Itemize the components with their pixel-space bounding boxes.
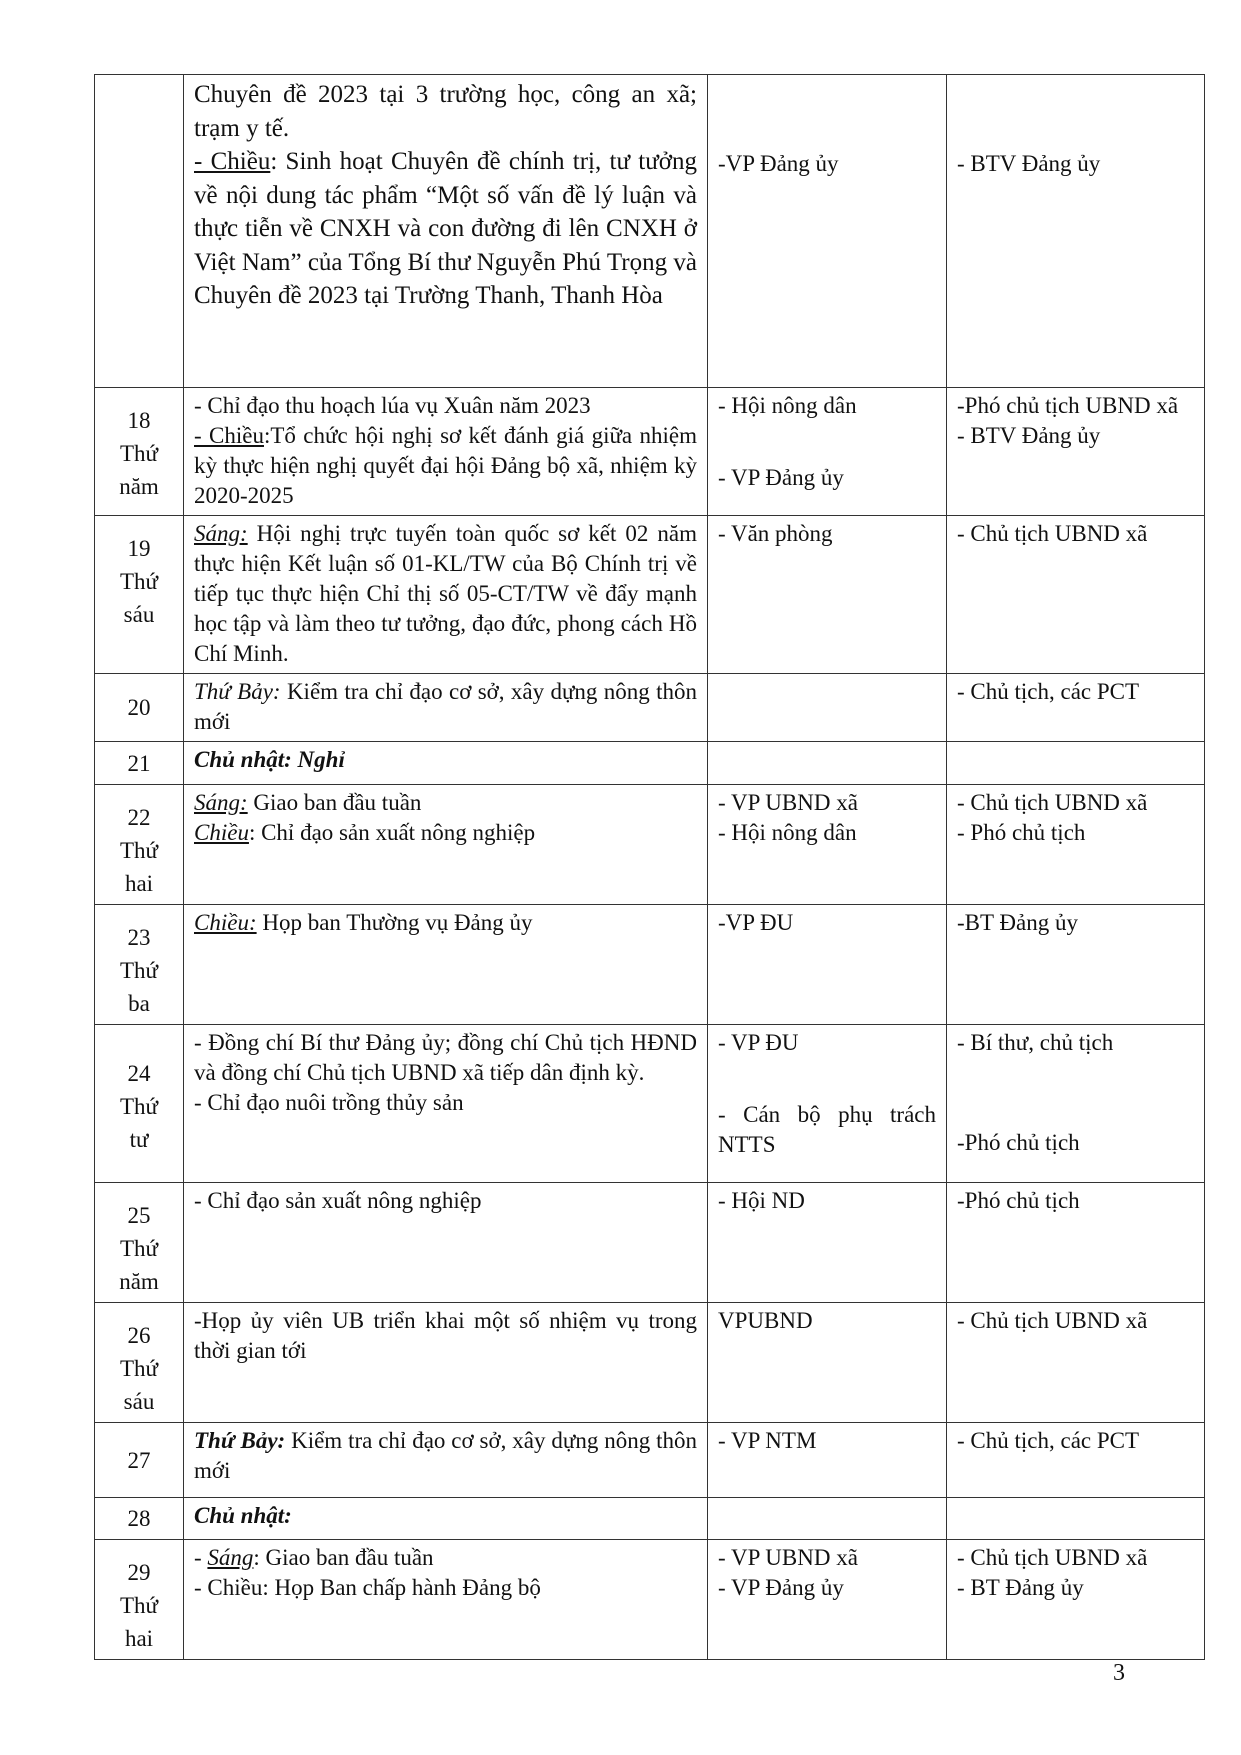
activity-cell: [184, 388, 708, 516]
activity-text: :Tổ chức hội nghị sơ kết đánh giá giữa nhiệm kỳ thực hiện nghị quyết đại hội Đảng bộ xã, nhiệm kỳ 2020-2025: [194, 423, 697, 508]
unit-text: - VP Đảng ủy: [718, 1575, 844, 1600]
day-cell: [95, 75, 184, 388]
day-number: 18: [127, 408, 151, 433]
unit-text: - Hội nông dân: [718, 820, 857, 845]
weekday-label: năm: [119, 474, 159, 499]
day-number: 26: [127, 1323, 151, 1348]
unit-cell: [708, 1423, 947, 1498]
person-cell: [947, 1183, 1205, 1303]
table-row: [95, 742, 1205, 785]
day-number: 28: [127, 1506, 151, 1531]
weekday-label: ba: [128, 991, 150, 1016]
person-cell: [947, 1540, 1205, 1660]
unit-text: - Hội ND: [718, 1188, 805, 1213]
activity-cell: [184, 1540, 708, 1660]
day-cell: [95, 905, 184, 1025]
person-cell: [947, 388, 1205, 516]
table-row: [95, 1025, 1205, 1183]
day-number: 22: [127, 805, 151, 830]
activity-text: : Sinh hoạt Chuyên đề chính trị, tư tưởng về nội dung tác phẩm “Một số vấn đề lý luận và thực tiễn về CNXH và con đường đi lên CNXH ở Việt Nam” của Tổng Bí thư Nguyễn Phú Trọng và Chuyên đề 2023 tại Trường Thanh, Thanh Hòa: [194, 148, 697, 309]
person-text: -Phó chủ tịch: [957, 1188, 1080, 1213]
table-row: [95, 1540, 1205, 1660]
person-text: - Chủ tịch UBND xã: [957, 790, 1148, 815]
person-cell: [947, 785, 1205, 905]
unit-text: - Cán bộ phụ trách NTTS: [718, 1102, 936, 1157]
weekday-label: sáu: [123, 1389, 155, 1414]
activity-text: : Giao ban đầu tuần: [253, 1545, 434, 1570]
person-text: - Chủ tịch UBND xã: [957, 1308, 1148, 1333]
unit-cell: [708, 742, 947, 785]
day-cell: [95, 1540, 184, 1660]
person-text: -Phó chủ tịch UBND xã: [957, 393, 1179, 418]
activity-text: Giao ban đầu tuần: [247, 790, 422, 815]
activity-cell: [184, 1498, 708, 1540]
activity-line: - Đồng chí Bí thư Đảng ủy; đồng chí Chủ tịch HĐND và đồng chí Chủ tịch UBND xã tiếp dân định kỳ.: [194, 1030, 697, 1085]
unit-text: - VP UBND xã: [718, 790, 858, 815]
activity-cell: [184, 1025, 708, 1183]
person-text: - Chủ tịch UBND xã: [957, 521, 1148, 546]
activity-text: Họp ban Thường vụ Đảng ủy: [256, 910, 533, 935]
table-row: [95, 516, 1205, 674]
unit-text: - VP NTM: [718, 1428, 817, 1453]
day-cell: [95, 1025, 184, 1183]
unit-text: -VP Đảng ủy: [718, 151, 839, 176]
table-row: [95, 674, 1205, 742]
weekday-label: Thứ: [119, 838, 158, 863]
table-row: [95, 75, 1205, 388]
saturday-label: Thứ Bảy:: [194, 1428, 286, 1453]
person-text: -Phó chủ tịch: [957, 1130, 1080, 1155]
day-number: 20: [127, 695, 151, 720]
activity-text: Kiểm tra chỉ đạo cơ sở, xây dựng nông thôn mới: [194, 1428, 697, 1483]
activity-line: - Chiều: Họp Ban chấp hành Đảng bộ: [194, 1575, 541, 1600]
person-text: - BT Đảng ủy: [957, 1575, 1084, 1600]
day-cell: [95, 674, 184, 742]
weekday-label: hai: [124, 871, 154, 896]
activity-cell: [184, 1303, 708, 1423]
saturday-label: Thứ Bảy:: [194, 679, 281, 704]
person-text: - Phó chủ tịch: [957, 820, 1086, 845]
weekday-label: Thứ: [119, 569, 158, 594]
table-row: [95, 1303, 1205, 1423]
weekday-label: sáu: [123, 602, 155, 627]
weekday-label: hai: [124, 1626, 154, 1651]
morning-label: Sáng:: [194, 790, 248, 815]
activity-cell: [184, 742, 708, 785]
activity-text: Kiểm tra chỉ đạo cơ sở, xây dựng nông thôn mới: [194, 679, 697, 734]
table-row: [95, 1423, 1205, 1498]
day-cell: [95, 785, 184, 905]
unit-text: - Hội nông dân: [718, 393, 857, 418]
day-cell: [95, 516, 184, 674]
table-row: [95, 905, 1205, 1025]
activity-cell: [184, 785, 708, 905]
unit-cell: [708, 674, 947, 742]
unit-text: - VP Đảng ủy: [718, 465, 844, 490]
activity-cell: [184, 905, 708, 1025]
day-number: 29: [127, 1560, 151, 1585]
person-cell: [947, 75, 1205, 388]
day-cell: [95, 1498, 184, 1540]
morning-label: Sáng: [207, 1545, 254, 1570]
person-cell: [947, 1303, 1205, 1423]
person-cell: [947, 742, 1205, 785]
weekday-label: Thứ: [119, 958, 158, 983]
unit-cell: [708, 1498, 947, 1540]
afternoon-label: Chiều:: [194, 910, 257, 935]
person-cell: [947, 1025, 1205, 1183]
person-cell: [947, 905, 1205, 1025]
activity-text: Hội nghị trực tuyến toàn quốc sơ kết 02 năm thực hiện Kết luận số 01-KL/TW của Bộ Chính trị về tiếp tục thực hiện Chỉ thị số 05-CT/TW về đẩy mạnh học tập và làm theo tư tưởng, đạo đức, phong cách Hồ Chí Minh.: [194, 521, 697, 666]
unit-cell: [708, 1183, 947, 1303]
day-cell: [95, 1423, 184, 1498]
table-row: [95, 388, 1205, 516]
activity-line: Chuyên đề 2023 tại 3 trường học, công an xã; trạm y tế.: [194, 81, 697, 142]
activity-cell: [184, 1423, 708, 1498]
day-cell: [95, 1303, 184, 1423]
day-cell: [95, 388, 184, 516]
activity-line: - Chỉ đạo sản xuất nông nghiệp: [194, 1188, 482, 1213]
day-number: 21: [127, 750, 151, 776]
unit-text: - Văn phòng: [718, 521, 833, 546]
afternoon-label: - Chiều: [194, 423, 264, 448]
unit-text: - VP UBND xã: [718, 1545, 858, 1570]
person-cell: [947, 1423, 1205, 1498]
day-number: 19: [127, 536, 151, 561]
person-text: - Chủ tịch UBND xã: [957, 1545, 1148, 1570]
unit-cell: [708, 905, 947, 1025]
sunday-label: Chủ nhật:: [194, 1503, 292, 1528]
afternoon-label: Chiều: [194, 820, 249, 845]
unit-cell: [708, 516, 947, 674]
day-number: 23: [127, 925, 151, 950]
person-text: - Bí thư, chủ tịch: [957, 1030, 1114, 1055]
weekday-label: Thứ: [119, 1236, 158, 1261]
person-text: - BTV Đảng ủy: [957, 423, 1101, 448]
person-text: - Chủ tịch, các PCT: [957, 1428, 1140, 1453]
person-cell: [947, 516, 1205, 674]
activity-line: - Chỉ đạo nuôi trồng thủy sản: [194, 1090, 464, 1115]
activity-text: : Chỉ đạo sản xuất nông nghiệp: [248, 820, 536, 845]
day-cell: [95, 742, 184, 785]
table-row: [95, 1498, 1205, 1540]
day-cell: [95, 1183, 184, 1303]
day-number: 27: [127, 1447, 151, 1473]
bullet-prefix: -: [194, 1545, 208, 1570]
unit-text: VPUBND: [718, 1308, 813, 1333]
unit-cell: [708, 1025, 947, 1183]
weekday-label: năm: [119, 1269, 159, 1294]
page-number: 3: [1113, 1660, 1125, 1686]
day-number: 24: [127, 1061, 151, 1086]
sunday-label: Chủ nhật: Nghỉ: [194, 747, 345, 772]
unit-cell: [708, 1303, 947, 1423]
activity-cell: [184, 516, 708, 674]
activity-cell: [184, 674, 708, 742]
table-row: [95, 1183, 1205, 1303]
day-number: 25: [127, 1203, 151, 1228]
unit-cell: [708, 388, 947, 516]
weekday-label: Thứ: [119, 1094, 158, 1119]
activity-line: - Chỉ đạo thu hoạch lúa vụ Xuân năm 2023: [194, 393, 591, 418]
weekday-label: Thứ: [119, 1356, 158, 1381]
afternoon-label: - Chiều: [194, 148, 271, 175]
person-text: -BT Đảng ủy: [957, 910, 1078, 935]
weekday-label: tư: [129, 1127, 149, 1152]
unit-text: - VP ĐU: [718, 1030, 799, 1055]
weekday-label: Thứ: [119, 441, 158, 466]
unit-cell: [708, 75, 947, 388]
unit-cell: [708, 785, 947, 905]
weekday-label: Thứ: [119, 1593, 158, 1618]
activity-cell: [184, 75, 708, 388]
person-cell: [947, 1498, 1205, 1540]
schedule-table: [94, 74, 1205, 1660]
person-text: - BTV Đảng ủy: [957, 151, 1101, 176]
unit-cell: [708, 1540, 947, 1660]
person-text: - Chủ tịch, các PCT: [957, 679, 1140, 704]
activity-line: -Họp ủy viên UB triển khai một số nhiệm vụ trong thời gian tới: [194, 1308, 697, 1363]
activity-cell: [184, 1183, 708, 1303]
unit-text: -VP ĐU: [718, 910, 794, 935]
person-cell: [947, 674, 1205, 742]
table-row: [95, 785, 1205, 905]
morning-label: Sáng:: [194, 521, 248, 546]
